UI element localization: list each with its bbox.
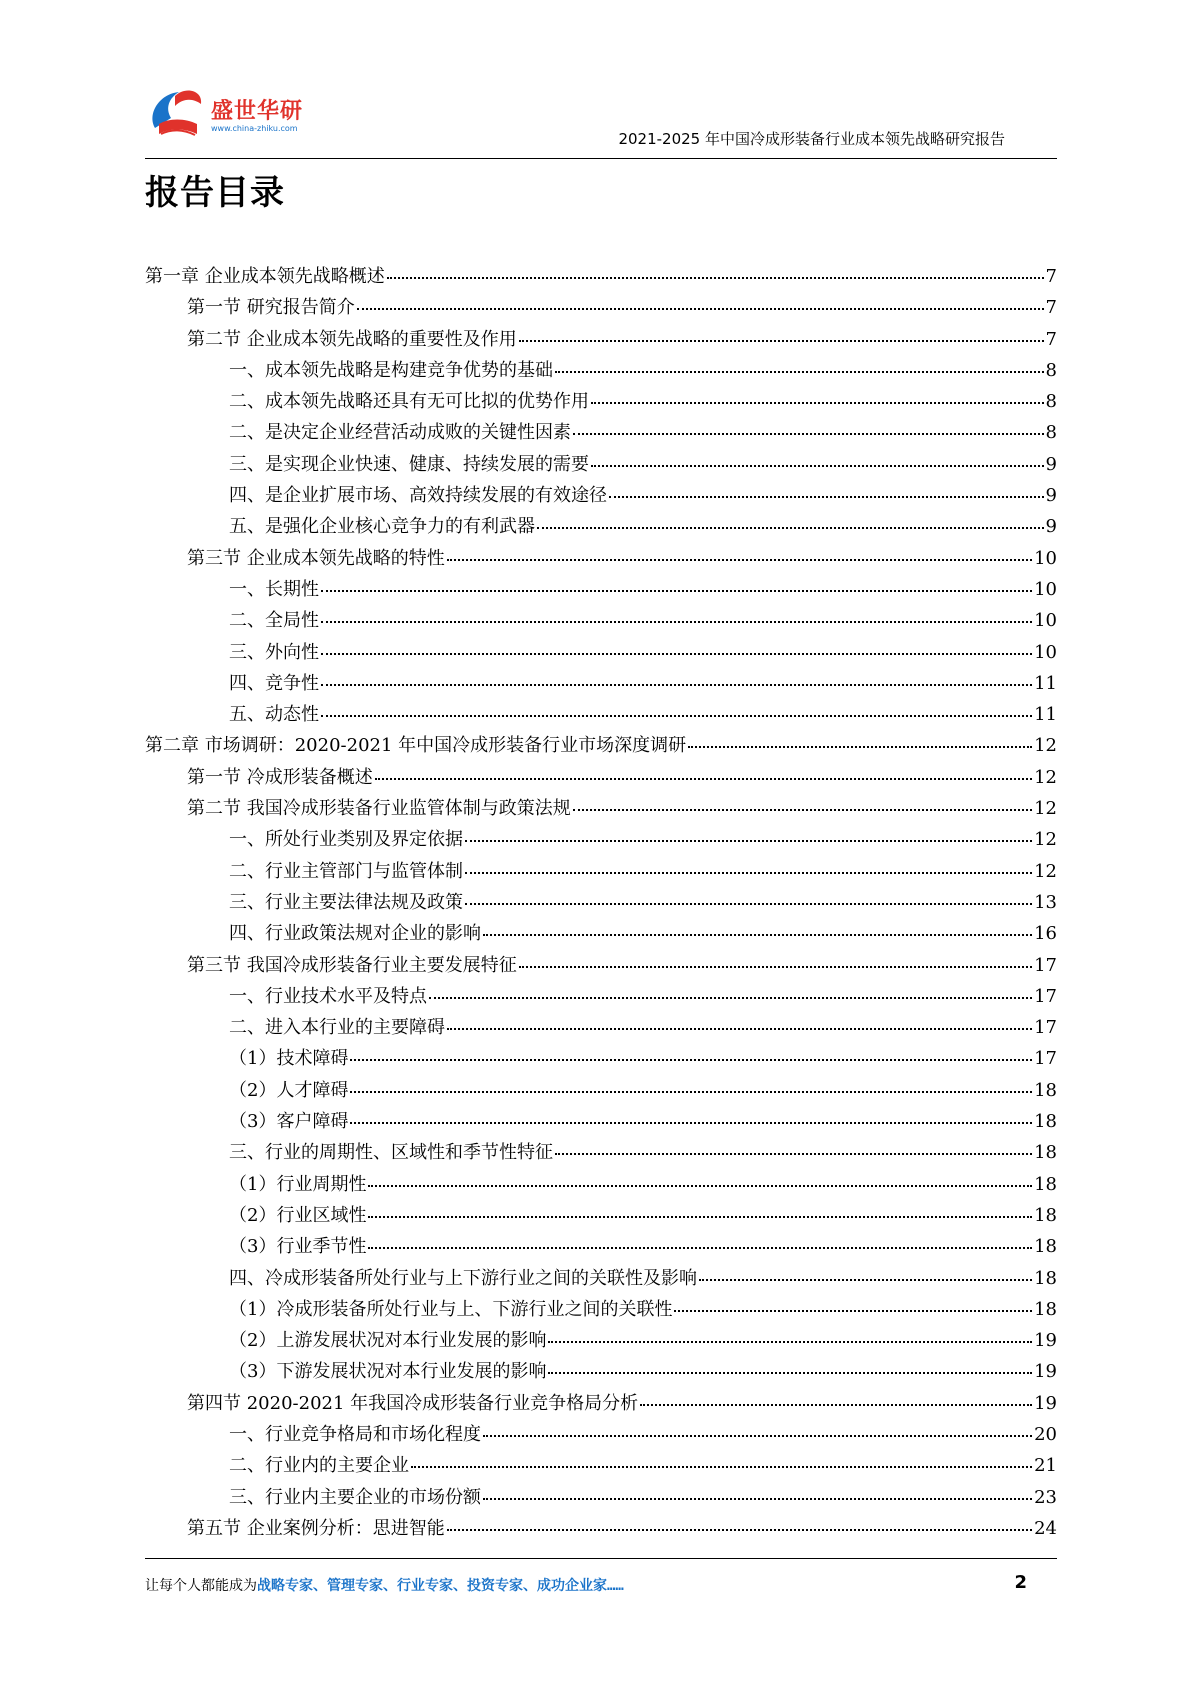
toc-entry-page: 18 — [1034, 1298, 1057, 1320]
toc-leader-dots — [447, 1529, 1032, 1531]
toc-entry-label: （3）下游发展状况对本行业发展的影响 — [229, 1361, 547, 1383]
toc-entry-label: 四、行业政策法规对企业的影响 — [229, 923, 481, 945]
toc-entry-label: 二、成本领先战略还具有无可比拟的优势作用 — [229, 391, 589, 413]
toc-leader-dots — [640, 1404, 1032, 1406]
toc-entry-label: （1）冷成形装备所处行业与上、下游行业之间的关联性 — [229, 1298, 673, 1320]
toc-leader-dots — [591, 465, 1044, 467]
toc-entry[interactable] — [145, 1514, 1057, 1545]
toc-leader-dots — [375, 778, 1032, 780]
toc-entry-label: 二、进入本行业的主要障碍 — [229, 1017, 445, 1039]
toc-entry[interactable] — [145, 1138, 1057, 1169]
toc-entry-page: 23 — [1034, 1486, 1057, 1508]
toc-entry-label: 第二节 我国冷成形装备行业监管体制与政策法规 — [187, 798, 571, 820]
toc-leader-dots — [429, 997, 1032, 999]
toc-leader-dots — [591, 402, 1044, 404]
logo-name: 盛世华研 — [211, 99, 304, 124]
toc-entry-page: 19 — [1034, 1361, 1057, 1383]
toc-entry-page: 9 — [1045, 516, 1057, 538]
toc-entry-page: 24 — [1034, 1517, 1057, 1539]
toc-entry-page: 17 — [1034, 1017, 1057, 1039]
toc-entry-label: 一、长期性 — [229, 578, 319, 600]
toc-entry-label: 一、行业竞争格局和市场化程度 — [229, 1423, 481, 1445]
toc-entry-page: 7 — [1045, 266, 1057, 287]
toc-entry-page: 7 — [1045, 328, 1057, 350]
report-title: 2021-2025 年中国冷成形装备行业成本领先战略研究报告 — [618, 130, 1005, 148]
logo-url: www.china-zhiku.com — [211, 124, 298, 133]
toc-entry-page: 18 — [1034, 1267, 1057, 1289]
toc-entry[interactable] — [145, 1170, 1057, 1201]
toc-entry-label: 三、是实现企业快速、健康、持续发展的需要 — [229, 453, 589, 475]
toc-entry[interactable] — [145, 951, 1057, 982]
toc-entry[interactable] — [145, 544, 1057, 575]
toc-entry-page: 10 — [1034, 641, 1057, 663]
toc-leader-dots — [699, 1279, 1032, 1281]
toc-entry-page: 16 — [1034, 923, 1057, 945]
toc-entry-page: 12 — [1034, 860, 1057, 882]
toc-entry-label: （2）上游发展状况对本行业发展的影响 — [229, 1330, 547, 1352]
toc-entry-label: （1）行业周期性 — [229, 1173, 367, 1195]
toc-leader-dots — [321, 653, 1032, 655]
toc-entry-label: 第二节 企业成本领先战略的重要性及作用 — [187, 328, 517, 350]
toc-entry-label: 四、冷成形装备所处行业与上下游行业之间的关联性及影响 — [229, 1267, 697, 1289]
toc-entry-page: 13 — [1034, 891, 1057, 913]
toc-leader-dots — [537, 527, 1044, 529]
toc-entry[interactable] — [145, 1232, 1057, 1263]
toc-entry-label: 二、全局性 — [229, 610, 319, 632]
toc-leader-dots — [573, 433, 1044, 435]
page-title: 报告目录 — [145, 173, 285, 213]
toc-entry[interactable] — [145, 387, 1057, 418]
toc-entry-label: 三、外向性 — [229, 641, 319, 663]
toc-entry[interactable] — [145, 982, 1057, 1013]
toc-entry-label: 第一节 研究报告简介 — [187, 297, 355, 319]
page-footer — [145, 1558, 1057, 1605]
toc-entry-label: 二、是决定企业经营活动成败的关键性因素 — [229, 422, 571, 444]
toc-entry-page: 9 — [1045, 453, 1057, 475]
toc-entry[interactable] — [145, 1076, 1057, 1107]
toc-entry-page: 8 — [1045, 422, 1057, 444]
toc-entry[interactable] — [145, 1201, 1057, 1232]
toc-entry-label: 第二章 市场调研：2020-2021 年中国冷成形装备行业市场深度调研 — [145, 735, 687, 757]
toc-entry[interactable] — [145, 763, 1057, 794]
toc-entry-page: 19 — [1034, 1392, 1057, 1414]
toc-leader-dots — [321, 621, 1032, 623]
toc-entry[interactable] — [145, 1451, 1057, 1482]
toc-entry-label: （3）客户障碍 — [229, 1111, 349, 1133]
toc-entry-label: （2）行业区域性 — [229, 1204, 367, 1226]
toc-leader-dots — [321, 684, 1032, 686]
toc-leader-dots — [368, 1216, 1032, 1218]
toc-entry[interactable] — [145, 356, 1057, 387]
toc-entry[interactable] — [145, 293, 1057, 324]
toc-entry-label: 四、竞争性 — [229, 672, 319, 694]
toc-leader-dots — [609, 496, 1044, 498]
toc-entry-label: 一、行业技术水平及特点 — [229, 985, 427, 1007]
toc-entry-label: 五、动态性 — [229, 704, 319, 726]
toc-leader-dots — [350, 1122, 1032, 1124]
toc-entry[interactable] — [145, 1013, 1057, 1044]
toc-entry-label: 五、是强化企业核心竞争力的有利武器 — [229, 516, 535, 538]
toc-entry[interactable] — [145, 1483, 1057, 1514]
toc-entry-page: 17 — [1034, 985, 1057, 1007]
toc-entry-page: 20 — [1034, 1423, 1057, 1445]
toc-entry-page: 18 — [1034, 1111, 1057, 1133]
toc-entry-page: 18 — [1034, 1204, 1057, 1226]
toc-entry-label: （2）人才障碍 — [229, 1079, 349, 1101]
toc-leader-dots — [483, 934, 1032, 936]
toc-leader-dots — [483, 1435, 1032, 1437]
toc-entry-page: 18 — [1034, 1173, 1057, 1195]
toc-entry[interactable] — [145, 512, 1057, 543]
toc-entry-page: 18 — [1034, 1142, 1057, 1164]
toc-entry-label: 第三节 我国冷成形装备行业主要发展特征 — [187, 954, 517, 976]
toc-entry[interactable] — [145, 794, 1057, 825]
toc-entry-page: 12 — [1034, 766, 1057, 788]
toc-entry[interactable] — [145, 481, 1057, 512]
toc-entry-label: 第四节 2020-2021 年我国冷成形装备行业竞争格局分析 — [187, 1392, 639, 1414]
toc-entry-page: 18 — [1034, 1079, 1057, 1101]
toc-entry-page: 17 — [1034, 954, 1057, 976]
toc-leader-dots — [465, 903, 1032, 905]
toc-leader-dots — [350, 1059, 1032, 1061]
toc-entry[interactable] — [145, 669, 1057, 700]
toc-leader-dots — [555, 1153, 1032, 1155]
toc-leader-dots — [465, 872, 1032, 874]
toc-leader-dots — [321, 715, 1032, 717]
footer-slogan-prefix: 让每个人都能成为 — [145, 1578, 257, 1594]
toc-entry-page: 18 — [1034, 1236, 1057, 1258]
toc-entry-label: （1）技术障碍 — [229, 1048, 349, 1070]
table-of-contents — [145, 262, 1057, 1545]
toc-entry-label: 第五节 企业案例分析：思进智能 — [187, 1517, 445, 1539]
toc-entry-page: 19 — [1034, 1330, 1057, 1352]
toc-leader-dots — [519, 966, 1032, 968]
toc-leader-dots — [321, 590, 1032, 592]
toc-entry[interactable] — [145, 1264, 1057, 1295]
toc-leader-dots — [573, 809, 1032, 811]
toc-entry-label: 第三节 企业成本领先战略的特性 — [187, 547, 445, 569]
toc-entry[interactable] — [145, 606, 1057, 637]
toc-entry-page: 10 — [1034, 547, 1057, 569]
toc-leader-dots — [350, 1091, 1032, 1093]
toc-entry-label: 三、行业的周期性、区域性和季节性特征 — [229, 1142, 553, 1164]
toc-entry-label: （3）行业季节性 — [229, 1236, 367, 1258]
toc-entry[interactable] — [145, 731, 1057, 762]
toc-entry[interactable] — [145, 1107, 1057, 1138]
toc-leader-dots — [555, 371, 1044, 373]
toc-leader-dots — [387, 277, 1044, 279]
toc-leader-dots — [368, 1185, 1032, 1187]
page-number: 2 — [1014, 1572, 1027, 1593]
toc-entry-page: 17 — [1034, 1048, 1057, 1070]
toc-leader-dots — [465, 840, 1032, 842]
toc-entry-page: 9 — [1045, 485, 1057, 507]
toc-entry-page: 12 — [1034, 798, 1057, 820]
toc-entry[interactable] — [145, 825, 1057, 856]
toc-entry-label: 第一章 企业成本领先战略概述 — [145, 266, 385, 287]
toc-entry[interactable] — [145, 1420, 1057, 1451]
toc-entry[interactable] — [145, 1357, 1057, 1388]
toc-entry-page: 10 — [1034, 578, 1057, 600]
toc-leader-dots — [483, 1498, 1032, 1500]
toc-entry-page: 12 — [1034, 735, 1057, 757]
toc-entry-page: 21 — [1034, 1455, 1057, 1477]
toc-leader-dots — [548, 1341, 1032, 1343]
toc-leader-dots — [519, 340, 1044, 342]
footer-slogan — [145, 1575, 624, 1595]
toc-entry[interactable] — [145, 700, 1057, 731]
toc-leader-dots — [411, 1466, 1032, 1468]
toc-leader-dots — [447, 559, 1032, 561]
toc-leader-dots — [548, 1372, 1032, 1374]
toc-leader-dots — [688, 746, 1032, 748]
toc-entry-label: 三、行业内主要企业的市场份额 — [229, 1486, 481, 1508]
toc-entry-label: 三、行业主要法律法规及政策 — [229, 891, 463, 913]
toc-entry[interactable] — [145, 1326, 1057, 1357]
toc-entry-label: 一、所处行业类别及界定依据 — [229, 829, 463, 851]
toc-entry[interactable] — [145, 325, 1057, 356]
toc-entry-label: 二、行业内的主要企业 — [229, 1455, 409, 1477]
footer-slogan-highlight: 战略专家、管理专家、行业专家、投资专家、成功企业家…… — [257, 1578, 624, 1594]
toc-entry[interactable] — [145, 575, 1057, 606]
logo-mark-icon — [145, 84, 209, 144]
toc-leader-dots — [357, 308, 1044, 310]
toc-entry[interactable] — [145, 857, 1057, 888]
toc-entry[interactable] — [145, 1044, 1057, 1075]
toc-leader-dots — [368, 1247, 1032, 1249]
toc-entry-page: 10 — [1034, 610, 1057, 632]
toc-entry-page: 8 — [1045, 391, 1057, 413]
toc-entry[interactable] — [145, 638, 1057, 669]
toc-leader-dots — [447, 1028, 1032, 1030]
toc-entry-page: 11 — [1034, 672, 1057, 694]
toc-entry-page: 12 — [1034, 829, 1057, 851]
company-logo — [145, 80, 345, 150]
toc-entry[interactable] — [145, 450, 1057, 481]
toc-entry-label: 四、是企业扩展市场、高效持续发展的有效途径 — [229, 485, 607, 507]
toc-entry-page: 7 — [1045, 297, 1057, 319]
toc-entry[interactable] — [145, 888, 1057, 919]
toc-entry[interactable] — [145, 1389, 1057, 1420]
toc-entry[interactable] — [145, 1295, 1057, 1326]
toc-leader-dots — [674, 1310, 1032, 1312]
toc-entry[interactable] — [145, 919, 1057, 950]
toc-entry-page: 8 — [1045, 359, 1057, 381]
toc-entry[interactable] — [145, 262, 1057, 293]
toc-entry[interactable] — [145, 418, 1057, 449]
page-header — [145, 80, 1057, 159]
toc-entry-label: 二、行业主管部门与监管体制 — [229, 860, 463, 882]
toc-entry-label: 第一节 冷成形装备概述 — [187, 766, 373, 788]
toc-entry-label: 一、成本领先战略是构建竞争优势的基础 — [229, 359, 553, 381]
toc-entry-page: 11 — [1034, 704, 1057, 726]
